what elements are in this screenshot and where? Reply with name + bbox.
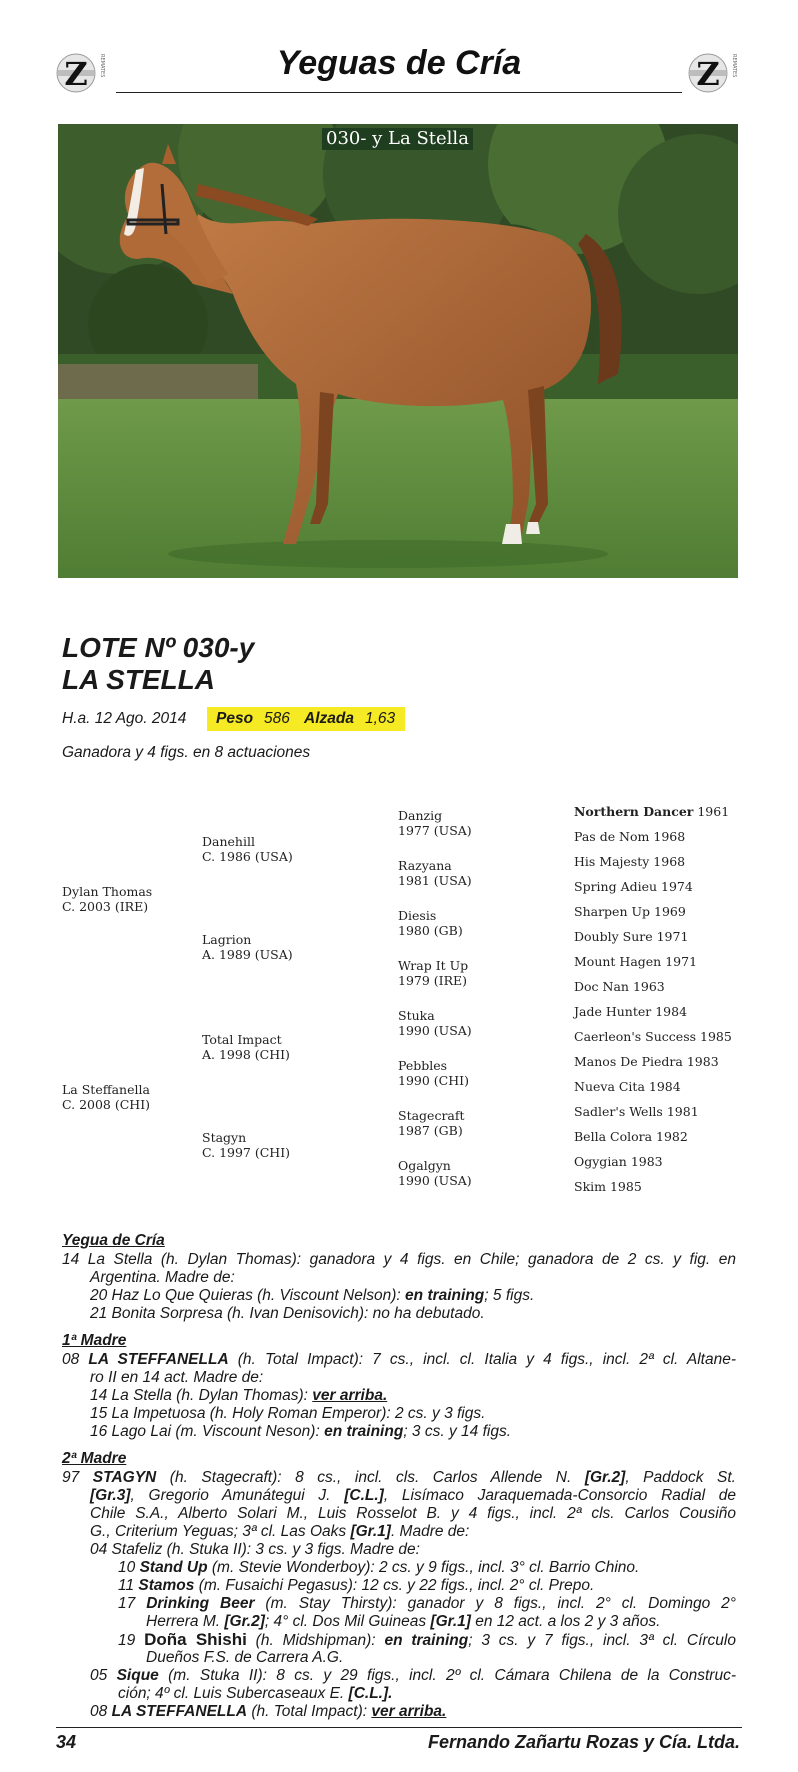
pedigree-gen4	[574, 829, 685, 844]
pedigree-name: Stagyn	[202, 1130, 247, 1145]
text-run: ; 4° cl. Dos Mil Guineas	[264, 1613, 431, 1630]
pedigree-gen4	[574, 1129, 688, 1144]
footer-divider	[56, 1727, 742, 1728]
remates-logo-right	[688, 50, 740, 96]
pedigree-year: 1990 (CHI)	[398, 1073, 469, 1088]
text-run: . Madre de:	[390, 1523, 470, 1540]
pedigree-gen4	[574, 1104, 699, 1119]
pedigree-gen4	[574, 1154, 663, 1169]
text-line	[90, 1387, 387, 1405]
logo-side-text: REMATES	[99, 54, 105, 78]
pedigree-year: 1963	[632, 979, 665, 994]
pedigree-name: Danehill	[202, 834, 255, 849]
text-run: (h. Total Impact): 7 cs., incl. cl. Italia y 4 figs., incl. 2ª cl. Altane-	[228, 1351, 736, 1368]
pedigree-gen4	[574, 1029, 732, 1044]
text-line	[90, 1505, 736, 1523]
pedigree-gen3	[398, 858, 472, 888]
text-line	[90, 1703, 446, 1721]
text-run: 14 La Stella (h. Dylan Thomas):	[90, 1387, 313, 1404]
text-line	[90, 1487, 736, 1505]
text-run: 05	[90, 1667, 117, 1684]
text-run: [C.L.]	[344, 1487, 384, 1504]
peso-label: Peso	[216, 710, 254, 727]
pedigree-gen4	[574, 979, 665, 994]
text-line	[62, 1251, 736, 1269]
pedigree-year: 1982	[656, 1129, 688, 1144]
text-run: (h. Total Impact):	[247, 1703, 372, 1720]
text-run: (h. Midshipman):	[246, 1632, 385, 1649]
pedigree-gen2	[202, 834, 293, 864]
pedigree-year: 1983	[686, 1054, 719, 1069]
pedigree-year: 1987 (GB)	[398, 1123, 463, 1138]
pedigree-year: 1971	[665, 954, 698, 969]
text-run: Chile S.A., Alberto Solari M., Luis Rosselot B. y 4 figs., incl. 2ª cls. Carlos Cousiño	[90, 1505, 736, 1522]
text-run: en training	[324, 1423, 404, 1440]
section-heading-madre1: 1ª Madre	[62, 1332, 127, 1349]
pedigree-year: 1968	[653, 829, 686, 844]
pedigree-gen4	[574, 1054, 719, 1069]
text-run: en training	[405, 1287, 485, 1304]
text-run: 20 Haz Lo Que Quieras (h. Viscount Nelson):	[90, 1287, 406, 1304]
text-run: 11	[118, 1577, 139, 1594]
text-run: 10	[118, 1559, 140, 1576]
section-heading-madre2: 2ª Madre	[62, 1450, 127, 1467]
text-run: ver arriba.	[312, 1387, 388, 1404]
pedigree-gen3	[398, 1158, 472, 1188]
pedigree-gen4	[574, 954, 697, 969]
birth-date: H.a. 12 Ago. 2014	[62, 710, 187, 727]
text-run: Stand Up	[139, 1559, 208, 1576]
pedigree-name: Manos De Piedra	[574, 1054, 683, 1069]
text-run: [C.L.].	[348, 1685, 393, 1702]
text-line	[62, 1469, 736, 1487]
text-run: ; 5 figs.	[484, 1287, 535, 1304]
pedigree-name: Doubly Sure	[574, 929, 653, 944]
pedigree-name: Total Impact	[202, 1032, 282, 1047]
pedigree-name: Diesis	[398, 908, 437, 923]
text-line	[62, 1351, 736, 1369]
page-number: 34	[56, 1732, 77, 1752]
text-run: , Lisímaco Jaraquemada-Consorcio Radial de	[383, 1487, 737, 1504]
pedigree-name: Nueva Cita	[574, 1079, 645, 1094]
text-line	[90, 1667, 736, 1685]
pedigree-year: 1969	[654, 904, 686, 919]
pedigree-name: Lagrion	[202, 932, 252, 947]
pedigree-gen2	[202, 1130, 290, 1160]
text-run: 97	[62, 1469, 93, 1486]
logo-side-text: REMATES	[731, 54, 737, 78]
pedigree-year: 1979 (IRE)	[398, 973, 468, 988]
section-heading-yegua: Yegua de Cría	[62, 1232, 165, 1249]
horse-photo	[58, 124, 738, 578]
pedigree-name: Sharpen Up	[574, 904, 651, 919]
pedigree-year: C. 2008 (CHI)	[62, 1097, 151, 1112]
pedigree-name: Pas de Nom	[574, 829, 650, 844]
text-run: 08	[90, 1703, 112, 1720]
text-run: 19	[118, 1632, 145, 1649]
pedigree-name: Wrap It Up	[398, 958, 469, 973]
pedigree-year: 1968	[653, 854, 686, 869]
text-run: en 12 act. a los 2 y 3 años.	[470, 1613, 661, 1630]
pedigree-gen4	[574, 854, 685, 869]
pedigree-year: 1990 (USA)	[398, 1173, 472, 1188]
logo-letter: Z	[696, 55, 720, 93]
text-run: en training	[384, 1632, 469, 1649]
text-line	[146, 1613, 660, 1631]
pedigree-gen4	[574, 1179, 642, 1194]
text-line	[118, 1685, 392, 1703]
alzada-label: Alzada	[304, 710, 354, 727]
pedigree-gen3	[398, 908, 463, 938]
pedigree-sire	[62, 884, 152, 914]
text-run: STAGYN	[92, 1469, 157, 1486]
pedigree-year: 1985	[700, 1029, 732, 1044]
text-line: Argentina. Madre de:	[90, 1269, 235, 1286]
company-name: Fernando Zañartu Rozas y Cía. Ltda.	[427, 1732, 740, 1752]
text-line: ro II en 14 act. Madre de:	[90, 1369, 264, 1386]
text-run: (m. Stuka II): 8 cs. y 29 figs., incl. 2º cl. Cámara Chilena de la Construc-	[158, 1667, 736, 1684]
text-run: ción; 4º cl. Luis Subercaseaux E.	[118, 1685, 349, 1702]
pedigree-gen3	[398, 958, 468, 988]
pedigree-gen3	[398, 1058, 469, 1088]
text-run: Stamos	[138, 1577, 195, 1594]
text-run: Doña Shishi	[144, 1630, 247, 1649]
pedigree-year: 1977 (USA)	[398, 823, 472, 838]
pedigree-year: C. 1997 (CHI)	[202, 1145, 291, 1160]
text-line	[118, 1595, 736, 1613]
pedigree-year: C. 2003 (IRE)	[62, 899, 149, 914]
pedigree-name: Pebbles	[398, 1058, 448, 1073]
photo-caption: 030- y La Stella	[322, 128, 473, 150]
text-line	[118, 1577, 594, 1595]
text-line: 15 La Impetuosa (h. Holy Roman Emperor): 2 cs. y 3 figs.	[90, 1405, 486, 1422]
text-run: , Gregorio Amunátegui J.	[130, 1487, 345, 1504]
pedigree-name: Ogygian	[574, 1154, 627, 1169]
text-run: LA STEFFANELLA	[88, 1351, 229, 1368]
text-run: 17	[118, 1595, 147, 1612]
pedigree-name: Stagecraft	[398, 1108, 465, 1123]
pedigree-name: Bella Colora	[574, 1129, 653, 1144]
pedigree-name: Dylan Thomas	[62, 884, 153, 899]
text-run: LA STEFFANELLA	[111, 1703, 248, 1720]
peso-value: 586	[264, 710, 290, 727]
text-run: (m. Stevie Wonderboy): 2 cs. y 9 figs., incl. 3° cl. Barrio Chino.	[207, 1559, 640, 1576]
pedigree-name: His Majesty	[574, 854, 650, 869]
pedigree-name: Mount Hagen	[574, 954, 662, 969]
pedigree-year: 1961	[697, 804, 730, 819]
logo-letter: Z	[64, 55, 88, 93]
text-run: (m. Stay Thirsty): ganador y 8 figs., incl. 2° cl. Domingo 2°	[254, 1595, 736, 1612]
header-divider	[116, 92, 682, 93]
pedigree-year: 1971	[656, 929, 689, 944]
text-line	[118, 1631, 736, 1650]
pedigree-year: 1981 (USA)	[398, 873, 472, 888]
pedigree-name: Skim	[574, 1179, 606, 1194]
pedigree-name: Jade Hunter	[574, 1004, 652, 1019]
pedigree-gen3	[398, 1008, 472, 1038]
text-run: Drinking Beer	[146, 1595, 255, 1612]
pedigree-gen4	[574, 929, 688, 944]
pedigree-year: 1984	[655, 1004, 688, 1019]
page-title: Yeguas de Cría	[276, 44, 522, 82]
pedigree-year: 1985	[609, 1179, 642, 1194]
pedigree-name: La Steffanella	[62, 1082, 150, 1097]
pedigree-name: Northern Dancer	[574, 804, 694, 819]
text-line: Dueños F.S. de Carrera A.G.	[146, 1649, 344, 1666]
text-run: ; 3 cs. y 7 figs., incl. 3ª cl. Círculo	[468, 1632, 736, 1649]
pedigree-year: 1984	[648, 1079, 681, 1094]
pedigree-gen3	[398, 1108, 465, 1138]
text-run: [Gr.2]	[584, 1469, 626, 1486]
pedigree-gen4	[574, 879, 693, 894]
pedigree-gen2	[202, 1032, 290, 1062]
text-run: 14 La Stella (h. Dylan Thomas): ganadora y 4 figs. en Chile; ganadora de 2 cs. y fig. en	[62, 1251, 736, 1268]
text-run: [Gr.3]	[90, 1487, 131, 1504]
pedigree-year: 1981	[666, 1104, 699, 1119]
text-run: [Gr.2]	[224, 1613, 265, 1630]
pedigree-name: Sadler's Wells	[574, 1104, 663, 1119]
pedigree-gen4	[574, 1004, 687, 1019]
pedigree-dam	[62, 1082, 150, 1112]
text-line	[90, 1423, 511, 1441]
pedigree-name: Danzig	[398, 808, 443, 823]
pedigree-gen4	[574, 1079, 681, 1094]
text-run: Sique	[116, 1667, 159, 1684]
pedigree-year: 1974	[661, 879, 693, 894]
text-run: [Gr.1]	[350, 1523, 391, 1540]
text-run: (m. Fusaichi Pegasus): 12 cs. y 22 figs., incl. 2° cl. Prepo.	[194, 1577, 595, 1594]
text-line	[118, 1559, 639, 1577]
text-run: ver arriba.	[371, 1703, 447, 1720]
pedigree-year: 1990 (USA)	[398, 1023, 472, 1038]
pedigree-name: Ogalgyn	[398, 1158, 451, 1173]
pedigree-year: 1983	[630, 1154, 663, 1169]
text-run: G., Criterium Yeguas; 3ª cl. Las Oaks	[90, 1523, 351, 1540]
text-line	[90, 1287, 534, 1305]
text-line: 04 Stafeliz (h. Stuka II): 3 cs. y 3 figs. Madre de:	[90, 1541, 420, 1558]
text-run: 16 Lago Lai (m. Viscount Neson):	[90, 1423, 325, 1440]
pedigree-name: Doc Nan	[574, 979, 629, 994]
text-run: 08	[62, 1351, 89, 1368]
pedigree-name: Caerleon's Success	[574, 1029, 697, 1044]
text-line	[90, 1523, 469, 1541]
horse-name: LA STELLA	[62, 664, 215, 695]
pedigree-gen4	[574, 904, 686, 919]
pedigree-year: A. 1998 (CHI)	[202, 1047, 290, 1062]
alzada-value: 1,63	[365, 710, 396, 727]
pedigree-name: Razyana	[398, 858, 452, 873]
pedigree-gen4	[574, 804, 729, 819]
text-run: ; 3 cs. y 14 figs.	[403, 1423, 511, 1440]
race-summary: Ganadora y 4 figs. en 8 actuaciones	[62, 744, 311, 761]
pedigree-gen3	[398, 808, 472, 838]
text-line: 21 Bonita Sorpresa (h. Ivan Denisovich): no ha debutado.	[90, 1305, 485, 1322]
pedigree-year: 1980 (GB)	[398, 923, 463, 938]
pedigree-gen2	[202, 932, 293, 962]
pedigree-name: Stuka	[398, 1008, 435, 1023]
pedigree-year: A. 1989 (USA)	[202, 947, 293, 962]
text-run: , Paddock St.	[625, 1469, 736, 1486]
weight-height-badge	[207, 707, 405, 731]
text-run: [Gr.1]	[430, 1613, 471, 1630]
text-run: (h. Stagecraft): 8 cs., incl. cls. Carlos Allende N.	[156, 1469, 585, 1486]
lot-number: LOTE Nº 030-y	[62, 632, 255, 663]
pedigree-year: C. 1986 (USA)	[202, 849, 293, 864]
pedigree-name: Spring Adieu	[574, 879, 658, 894]
text-run: Herrera M.	[146, 1613, 225, 1630]
